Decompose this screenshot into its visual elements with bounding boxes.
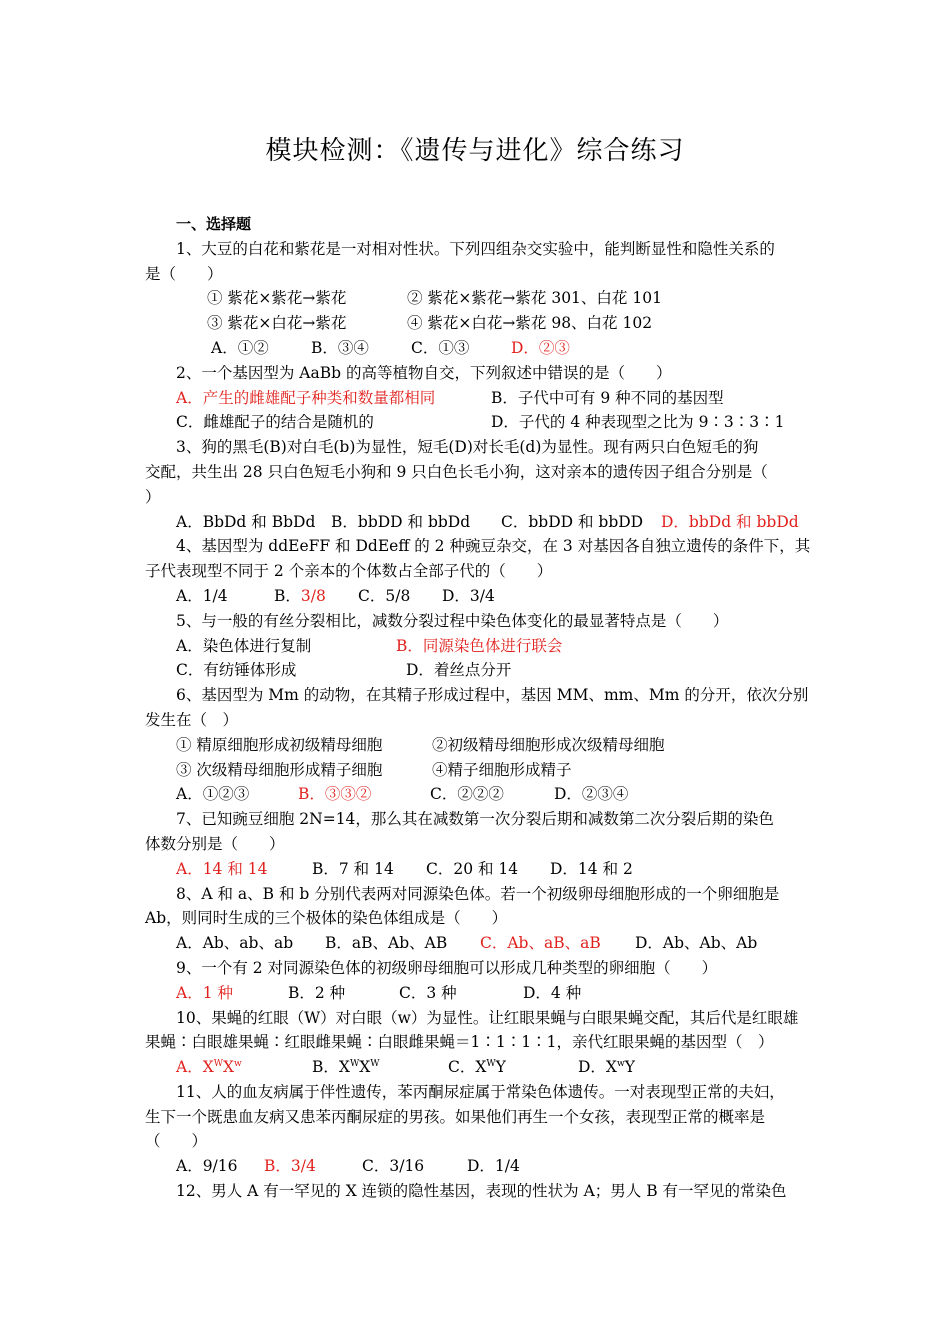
- q1-stem-cont: 是（ ）: [145, 264, 223, 283]
- q5-options: [145, 658, 810, 683]
- q1-cross-4: ④ 紫花×白花→紫花 98、白花 102: [407, 314, 653, 333]
- q5-option-b-answer: B．同源染色体进行联会: [396, 636, 563, 655]
- q11-options: [145, 1154, 810, 1179]
- q4-option-d: D．3/4: [442, 586, 495, 605]
- q9-options: [145, 981, 810, 1006]
- q7-stem-cont: 体数分别是（ ）: [145, 834, 285, 853]
- q4-option-c: C．5/8: [358, 586, 411, 605]
- q5-option-d: D．着丝点分开: [406, 661, 512, 680]
- q11-stem-cont: （ ）: [145, 1132, 208, 1151]
- q7-option-b: B．7 和 14: [312, 859, 394, 878]
- q1-cross-1: ① 紫花×紫花→紫花: [207, 289, 347, 308]
- q10-option-d: D．$X^wY$: [578, 1058, 635, 1077]
- q10-stem: 10、果蝇的红眼（W）对白眼（w）为显性。让红眼果蝇与白眼果蝇交配，其后代是红眼雄: [176, 1008, 799, 1027]
- q10-option-a-answer: A．$X^WX^w$: [176, 1058, 242, 1077]
- q4-options: [145, 584, 810, 609]
- q6-stem-cont: 发生在（ ）: [145, 710, 239, 729]
- q8-options: [145, 931, 810, 956]
- q8-option-b: B．aB、Ab、AB: [325, 934, 448, 953]
- q1-cross-3: ③ 紫花×白花→紫花: [207, 314, 347, 333]
- q9-option-c: C．3 种: [399, 983, 457, 1002]
- q6-option-d: D．②③④: [554, 785, 629, 804]
- q1-stem: 1、大豆的白花和紫花是一对相对性状。下列四组杂交实验中，能判断显性和隐性关系的: [176, 239, 775, 258]
- q11-stem-cont: 生下一个既患血友病又患苯丙酮尿症的男孩。如果他们再生一个女孩，表现型正常的概率是: [145, 1107, 766, 1126]
- q10-options: [145, 1055, 810, 1080]
- q6-option-b-answer: B．③③②: [298, 785, 372, 804]
- q12-stem: 12、男人 A 有一罕见的 X 连锁的隐性基因，表现的性状为 A；男人 B 有一罕见的常染色: [176, 1182, 787, 1201]
- q11-option-a: A．9/16: [176, 1157, 238, 1176]
- q2-options: [145, 410, 810, 435]
- q2-options: [145, 386, 810, 411]
- q3-stem-cont: ）: [145, 487, 161, 506]
- q6-option-c: C．②②②: [430, 785, 504, 804]
- q4-option-b-answer: 3/8: [300, 586, 326, 605]
- q4-stem: 4、基因型为 ddEeFF 和 DdEeff 的 2 种豌豆杂交，在 3 对基因各自独立遗传的条件下，其: [176, 537, 811, 556]
- q1-choice-row: [145, 311, 810, 336]
- q11-option-c: C．3/16: [362, 1157, 425, 1176]
- q8-option-d: D．Ab、Ab、Ab: [635, 934, 758, 953]
- q3-stem-cont: 交配，共生出 28 只白色短毛小狗和 9 只白色长毛小狗，这对亲本的遗传因子组合分别是（: [145, 462, 768, 481]
- q9-option-a-answer: A．1 种: [176, 983, 233, 1002]
- q2-option-d: D．子代的 4 种表现型之比为 9∶3∶3∶1: [491, 413, 785, 432]
- page-title: 模块检测：《遗传与进化》综合练习: [265, 136, 685, 166]
- document-body: [145, 212, 810, 1204]
- q11-option-b-answer: B．3/4: [264, 1157, 316, 1176]
- q5-option-c: C．有纺锤体形成: [176, 661, 297, 680]
- q1-option-c: C．①③: [411, 338, 470, 357]
- q3-option-b: B．bbDD 和 bbDd: [331, 512, 471, 531]
- q3-options: [145, 510, 810, 535]
- q5-option-a: A．染色体进行复制: [176, 636, 312, 655]
- q3-stem: 3、狗的黑毛(B)对白毛(b)为显性，短毛(D)对长毛(d)为显性。现有两只白色短毛的狗: [176, 438, 759, 457]
- q7-option-a-answer: A．14 和 14: [176, 859, 268, 878]
- q1-options: [145, 336, 810, 361]
- q1-option-d-answer: D．②③: [511, 338, 570, 357]
- q2-stem: 2、一个基因型为 AaBb 的高等植物自交，下列叙述中错误的是（ ）: [176, 363, 672, 382]
- q1-choice-row: [145, 286, 810, 311]
- q6-stem: 6、基因型为 Mm 的动物，在其精子形成过程中，基因 MM、mm、Mm 的分开，依次分别: [176, 686, 809, 705]
- q6-stage-1: ① 精原细胞形成初级精母细胞: [176, 735, 383, 754]
- q1-cross-2: ② 紫花×紫花→紫花 301、白花 101: [407, 289, 662, 308]
- q6-stage-row: [145, 733, 810, 758]
- q2-option-b: B．子代中可有 9 种不同的基因型: [491, 388, 724, 407]
- q5-stem: 5、与一般的有丝分裂相比，减数分裂过程中染色体变化的最显著特点是（ ）: [176, 611, 729, 630]
- q7-option-c: C．20 和 14: [426, 859, 519, 878]
- q7-options: [145, 857, 810, 882]
- q2-option-c: C．雌雄配子的结合是随机的: [176, 413, 374, 432]
- q10-stem-cont: 果蝇∶白眼雄果蝇∶红眼雌果蝇∶白眼雌果蝇＝1∶1∶1∶1，亲代红眼果蝇的基因型（ ）: [145, 1033, 774, 1052]
- q6-stage-3: ③ 次级精母细胞形成精子细胞: [176, 760, 383, 779]
- q4-stem-cont: 子代表现型不同于 2 个亲本的个体数占全部子代的（ ）: [145, 562, 553, 581]
- q8-option-a: A．Ab、ab、ab: [176, 934, 294, 953]
- q11-option-d: D．1/4: [467, 1157, 520, 1176]
- q7-option-d: D．14 和 2: [550, 859, 633, 878]
- q2-option-a-answer: A．产生的雌雄配子种类和数量都相同: [176, 388, 436, 407]
- q7-stem: 7、已知豌豆细胞 2N=14，那么其在减数第一次分裂后期和减数第二次分裂后期的染色: [176, 810, 774, 829]
- q9-option-b: B．2 种: [288, 983, 346, 1002]
- q3-option-a: A．BbDd 和 BbDd: [176, 512, 316, 531]
- q10-option-b: B．$X^WX^W$: [312, 1058, 380, 1077]
- q6-options: [145, 782, 810, 807]
- q1-option-a: A．①②: [211, 338, 269, 357]
- q4-option-a: A．1/4: [176, 586, 228, 605]
- q3-option-d-answer: D．bbDd 和 bbDd: [661, 512, 799, 531]
- q6-option-a: A．①②③: [176, 785, 250, 804]
- q8-option-c-answer: C．Ab、aB、aB: [480, 934, 601, 953]
- q11-stem: 11、人的血友病属于伴性遗传，苯丙酮尿症属于常染色体遗传。一对表现型正常的夫妇，: [176, 1082, 785, 1101]
- q8-stem: 8、A 和 a、B 和 b 分别代表两对同源染色体。若一个初级卵母细胞形成的一个卵细胞是: [176, 884, 780, 903]
- q5-options: [145, 634, 810, 659]
- q9-option-d: D．4 种: [523, 983, 582, 1002]
- q8-stem-cont: Ab，则同时生成的三个极体的染色体组成是（ ）: [145, 909, 508, 928]
- q6-stage-4: ④精子细胞形成精子: [432, 760, 572, 779]
- q9-stem: 9、一个有 2 对同源染色体的初级卵母细胞可以形成几种类型的卵细胞（ ）: [176, 958, 718, 977]
- q6-stage-2: ②初级精母细胞形成次级精母细胞: [432, 735, 665, 754]
- section-heading: 一、选择题: [176, 215, 252, 233]
- q1-option-b: B．③④: [311, 338, 369, 357]
- q6-stage-row: [145, 758, 810, 783]
- q3-option-c: C．bbDD 和 bbDD: [501, 512, 644, 531]
- q10-option-c: C．$X^WY$: [448, 1058, 506, 1077]
- q4-option-b: B．3/8: [274, 586, 326, 605]
